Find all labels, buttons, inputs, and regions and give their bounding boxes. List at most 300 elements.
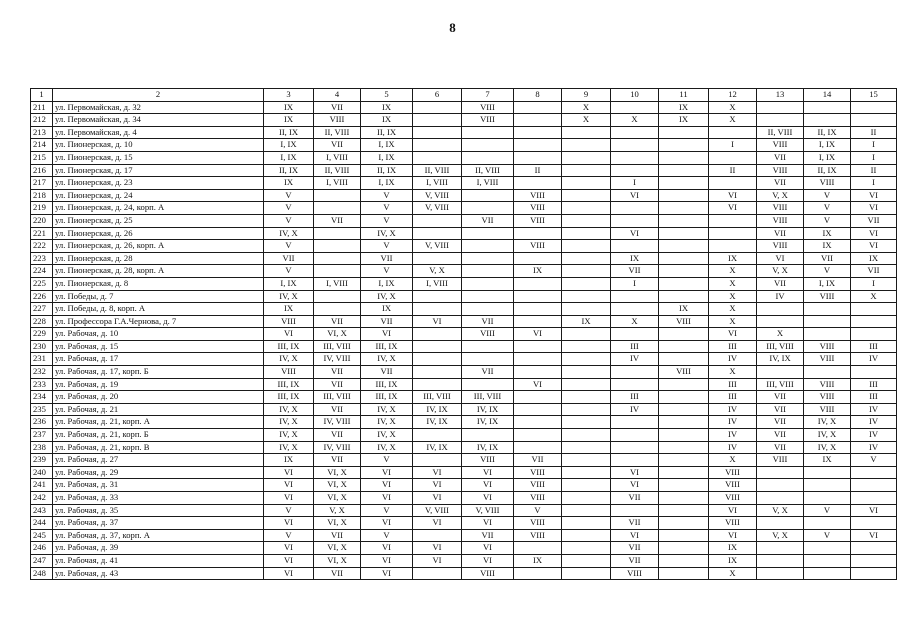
table-row [31, 101, 897, 114]
schedule-cell: VI [361, 328, 413, 341]
row-number: 243 [31, 504, 53, 517]
schedule-cell: X [709, 101, 757, 114]
schedule-cell [562, 366, 611, 379]
schedule-cell [562, 391, 611, 404]
schedule-cell [562, 252, 611, 265]
schedule-cell: VI, X [314, 517, 361, 530]
schedule-cell [314, 252, 361, 265]
schedule-cell: V [264, 202, 314, 215]
schedule-cell: II, IX [361, 126, 413, 139]
schedule-cell [462, 240, 514, 253]
schedule-cell: VI [851, 202, 897, 215]
schedule-cell [562, 378, 611, 391]
schedule-cell: II, VIII [314, 164, 361, 177]
schedule-cell: IV, X [361, 403, 413, 416]
schedule-cell [462, 126, 514, 139]
schedule-cell: V, VIII [413, 189, 462, 202]
row-number: 246 [31, 542, 53, 555]
schedule-cell: VI [462, 479, 514, 492]
schedule-cell: X [709, 265, 757, 278]
row-number: 212 [31, 114, 53, 127]
schedule-cell: V [804, 214, 851, 227]
schedule-cell: VI [413, 517, 462, 530]
schedule-cell [462, 151, 514, 164]
schedule-cell: VI [264, 567, 314, 580]
schedule-cell [757, 492, 804, 505]
schedule-cell [851, 366, 897, 379]
schedule-cell [314, 265, 361, 278]
schedule-cell [562, 441, 611, 454]
schedule-cell [851, 479, 897, 492]
schedule-cell: VIII [709, 466, 757, 479]
schedule-cell [562, 403, 611, 416]
schedule-cell: I [851, 151, 897, 164]
schedule-cell [562, 542, 611, 555]
schedule-cell [314, 189, 361, 202]
row-number: 229 [31, 328, 53, 341]
schedule-cell: VIII [514, 517, 562, 530]
schedule-cell [514, 303, 562, 316]
schedule-cell: V [804, 504, 851, 517]
row-number: 216 [31, 164, 53, 177]
row-number: 221 [31, 227, 53, 240]
schedule-cell [659, 328, 709, 341]
schedule-cell: VII [514, 454, 562, 467]
row-number: 217 [31, 177, 53, 190]
address-cell: ул. Рабочая, д. 29 [53, 466, 264, 479]
schedule-cell: VI [462, 492, 514, 505]
schedule-cell [562, 202, 611, 215]
schedule-cell: VIII [514, 479, 562, 492]
schedule-cell: IV [851, 353, 897, 366]
address-cell: ул. Рабочая, д. 21, корп. Б [53, 429, 264, 442]
schedule-cell: I [851, 277, 897, 290]
schedule-cell [413, 303, 462, 316]
schedule-cell: V [804, 529, 851, 542]
schedule-cell [659, 517, 709, 530]
schedule-cell: IV, IX [462, 441, 514, 454]
schedule-cell [562, 265, 611, 278]
table-row [31, 139, 897, 152]
schedule-cell: VIII [314, 114, 361, 127]
schedule-cell: VII [462, 366, 514, 379]
address-cell: ул. Пионерская, д. 10 [53, 139, 264, 152]
schedule-cell: VII [611, 542, 659, 555]
schedule-cell: IX [264, 177, 314, 190]
schedule-cell: V, X [413, 265, 462, 278]
column-header: 1 [31, 89, 53, 102]
schedule-cell: V, VIII [413, 504, 462, 517]
schedule-cell: V [264, 504, 314, 517]
schedule-cell [659, 202, 709, 215]
table-row [31, 164, 897, 177]
schedule-cell: IX [361, 303, 413, 316]
schedule-cell: V [361, 214, 413, 227]
schedule-cell: IV, IX [413, 441, 462, 454]
address-cell: ул. Профессора Г.А.Чернова, д. 7 [53, 315, 264, 328]
column-header: 7 [462, 89, 514, 102]
schedule-cell [757, 315, 804, 328]
schedule-cell: I, IX [804, 277, 851, 290]
schedule-cell [462, 227, 514, 240]
table-row [31, 429, 897, 442]
schedule-cell [659, 466, 709, 479]
schedule-cell: VIII [757, 202, 804, 215]
address-cell: ул. Первомайская, д. 4 [53, 126, 264, 139]
schedule-cell [611, 366, 659, 379]
schedule-cell [611, 504, 659, 517]
schedule-cell [757, 101, 804, 114]
schedule-cell: VI [361, 542, 413, 555]
schedule-cell: II, IX [804, 126, 851, 139]
row-number: 233 [31, 378, 53, 391]
column-header: 2 [53, 89, 264, 102]
schedule-cell: IV, X [361, 416, 413, 429]
schedule-cell [757, 303, 804, 316]
schedule-cell: IX [804, 227, 851, 240]
address-cell: ул. Первомайская, д. 34 [53, 114, 264, 127]
schedule-cell: VI [264, 479, 314, 492]
schedule-cell: III [709, 340, 757, 353]
schedule-cell: IV, IX [462, 416, 514, 429]
schedule-cell: V, X [757, 529, 804, 542]
row-number: 235 [31, 403, 53, 416]
address-cell: ул. Пионерская, д. 28, корп. А [53, 265, 264, 278]
schedule-cell: V [851, 454, 897, 467]
schedule-cell: VIII [709, 479, 757, 492]
schedule-cell: X [709, 366, 757, 379]
schedule-cell: VII [314, 139, 361, 152]
address-cell: ул. Пионерская, д. 26, корп. А [53, 240, 264, 253]
schedule-cell: IV, VIII [314, 353, 361, 366]
address-cell: ул. Рабочая, д. 21, корп. В [53, 441, 264, 454]
table-row [31, 391, 897, 404]
schedule-cell: X [757, 328, 804, 341]
schedule-cell [659, 177, 709, 190]
schedule-cell: III, VIII [413, 391, 462, 404]
schedule-cell: VII [757, 177, 804, 190]
row-number: 240 [31, 466, 53, 479]
schedule-cell: VII [264, 252, 314, 265]
schedule-cell: V, VIII [462, 504, 514, 517]
schedule-cell [659, 290, 709, 303]
schedule-cell [562, 529, 611, 542]
address-cell: ул. Рабочая, д. 15 [53, 340, 264, 353]
schedule-cell: II, VIII [757, 126, 804, 139]
schedule-cell: IX [659, 303, 709, 316]
schedule-cell [514, 126, 562, 139]
schedule-cell [413, 378, 462, 391]
schedule-cell: VIII [709, 517, 757, 530]
schedule-cell: IX [264, 114, 314, 127]
address-cell: ул. Пионерская, д. 8 [53, 277, 264, 290]
schedule-cell: IX [709, 252, 757, 265]
schedule-cell: V, X [757, 265, 804, 278]
schedule-cell: VII [611, 492, 659, 505]
schedule-cell: VIII [264, 315, 314, 328]
schedule-cell: V [264, 240, 314, 253]
address-cell: ул. Рабочая, д. 17, корп. Б [53, 366, 264, 379]
row-number: 238 [31, 441, 53, 454]
schedule-cell [659, 151, 709, 164]
schedule-cell [709, 240, 757, 253]
schedule-cell [659, 542, 709, 555]
schedule-cell: VIII [804, 290, 851, 303]
schedule-cell: IV [709, 441, 757, 454]
schedule-cell [851, 542, 897, 555]
schedule-cell: VI [514, 378, 562, 391]
schedule-cell: V [361, 240, 413, 253]
table-row [31, 252, 897, 265]
table-row [31, 214, 897, 227]
schedule-cell: VI [413, 466, 462, 479]
schedule-cell: I, VIII [413, 277, 462, 290]
table-body [31, 89, 897, 580]
schedule-cell [611, 214, 659, 227]
schedule-cell: VII [314, 529, 361, 542]
schedule-cell: IV, VIII [314, 441, 361, 454]
schedule-cell [804, 542, 851, 555]
schedule-cell: VI [462, 542, 514, 555]
schedule-cell: III [851, 391, 897, 404]
schedule-cell: IX [659, 114, 709, 127]
schedule-cell [413, 328, 462, 341]
schedule-cell: I [851, 139, 897, 152]
table-row [31, 315, 897, 328]
schedule-cell [514, 177, 562, 190]
table-row [31, 567, 897, 580]
schedule-cell: IX [562, 315, 611, 328]
schedule-cell [462, 139, 514, 152]
schedule-cell [562, 177, 611, 190]
schedule-cell: I, VIII [314, 151, 361, 164]
schedule-cell: IV, X [264, 441, 314, 454]
schedule-cell [611, 290, 659, 303]
schedule-cell [709, 214, 757, 227]
schedule-cell: VI [462, 466, 514, 479]
schedule-cell: III, VIII [314, 340, 361, 353]
schedule-cell: VI [413, 315, 462, 328]
schedule-cell: VII [314, 403, 361, 416]
column-header: 14 [804, 89, 851, 102]
row-number: 236 [31, 416, 53, 429]
schedule-cell: II, IX [804, 164, 851, 177]
schedule-cell: VII [611, 554, 659, 567]
schedule-cell: III, VIII [757, 340, 804, 353]
schedule-cell [611, 240, 659, 253]
schedule-cell [709, 227, 757, 240]
schedule-cell [804, 466, 851, 479]
schedule-cell [851, 466, 897, 479]
schedule-cell: VI [462, 554, 514, 567]
schedule-cell: VI [361, 466, 413, 479]
address-cell: ул. Рабочая, д. 33 [53, 492, 264, 505]
schedule-cell [462, 252, 514, 265]
address-cell: ул. Победы, д. 7 [53, 290, 264, 303]
schedule-cell: VII [314, 214, 361, 227]
schedule-cell [659, 340, 709, 353]
schedule-cell [851, 315, 897, 328]
schedule-cell: IX [851, 252, 897, 265]
schedule-cell: IV [851, 429, 897, 442]
schedule-cell: VI [413, 542, 462, 555]
schedule-cell: VIII [514, 529, 562, 542]
schedule-cell: III, IX [264, 378, 314, 391]
schedule-cell: VIII [462, 567, 514, 580]
schedule-cell [562, 429, 611, 442]
schedule-cell [514, 542, 562, 555]
table-row [31, 492, 897, 505]
schedule-cell [611, 164, 659, 177]
schedule-cell [659, 277, 709, 290]
schedule-cell [757, 517, 804, 530]
row-number: 227 [31, 303, 53, 316]
schedule-cell: VIII [757, 164, 804, 177]
schedule-cell: IV, X [361, 290, 413, 303]
schedule-cell [514, 567, 562, 580]
schedule-cell: VIII [514, 466, 562, 479]
schedule-cell [562, 139, 611, 152]
schedule-cell [462, 202, 514, 215]
schedule-cell: IV, X [804, 416, 851, 429]
table-row [31, 441, 897, 454]
schedule-cell: I, IX [804, 151, 851, 164]
column-header: 6 [413, 89, 462, 102]
schedule-cell: VII [314, 101, 361, 114]
schedule-cell: V [514, 504, 562, 517]
schedule-cell: I, VIII [314, 177, 361, 190]
schedule-cell: VI [413, 492, 462, 505]
schedule-cell [514, 101, 562, 114]
schedule-cell [851, 328, 897, 341]
schedule-cell [413, 290, 462, 303]
schedule-cell [562, 189, 611, 202]
schedule-cell: VI [361, 554, 413, 567]
schedule-cell: X [851, 290, 897, 303]
column-header: 12 [709, 89, 757, 102]
schedule-cell: I, VIII [413, 177, 462, 190]
address-cell: ул. Пионерская, д. 28 [53, 252, 264, 265]
schedule-cell: II, IX [361, 164, 413, 177]
schedule-cell [562, 227, 611, 240]
schedule-cell: VIII [611, 567, 659, 580]
schedule-cell: IV [709, 403, 757, 416]
schedule-cell [514, 114, 562, 127]
schedule-cell: I, IX [264, 151, 314, 164]
schedule-cell [314, 303, 361, 316]
schedule-cell: VII [314, 454, 361, 467]
row-number: 245 [31, 529, 53, 542]
schedule-cell [659, 139, 709, 152]
schedule-cell: X [611, 315, 659, 328]
schedule-cell: X [709, 114, 757, 127]
schedule-cell [659, 416, 709, 429]
schedule-cell [659, 492, 709, 505]
schedule-cell [757, 542, 804, 555]
schedule-cell [413, 114, 462, 127]
schedule-cell [413, 340, 462, 353]
schedule-cell: V [804, 202, 851, 215]
schedule-cell: IV, X [804, 429, 851, 442]
schedule-cell [659, 252, 709, 265]
schedule-cell [413, 429, 462, 442]
schedule-cell [804, 517, 851, 530]
schedule-cell: III, IX [361, 378, 413, 391]
schedule-cell [413, 366, 462, 379]
address-cell: ул. Пионерская, д. 25 [53, 214, 264, 227]
schedule-cell [709, 151, 757, 164]
schedule-cell [562, 164, 611, 177]
schedule-cell [757, 366, 804, 379]
column-header: 15 [851, 89, 897, 102]
schedule-cell [462, 265, 514, 278]
schedule-cell [413, 567, 462, 580]
schedule-cell [514, 277, 562, 290]
schedule-cell [514, 403, 562, 416]
schedule-cell: VII [757, 151, 804, 164]
address-cell: ул. Рабочая, д. 10 [53, 328, 264, 341]
schedule-cell [514, 227, 562, 240]
address-cell: ул. Пионерская, д. 23 [53, 177, 264, 190]
schedule-cell: VII [804, 252, 851, 265]
schedule-cell: VI [709, 529, 757, 542]
schedule-cell [757, 567, 804, 580]
schedule-cell: VI [413, 554, 462, 567]
table-row [31, 151, 897, 164]
schedule-cell [562, 290, 611, 303]
schedule-cell [562, 277, 611, 290]
schedule-cell: VI [264, 466, 314, 479]
schedule-cell: VI [611, 189, 659, 202]
schedule-cell [514, 315, 562, 328]
schedule-cell [804, 315, 851, 328]
schedule-cell: I, IX [264, 277, 314, 290]
schedule-cell: IV, X [264, 429, 314, 442]
schedule-cell: VIII [462, 454, 514, 467]
address-cell: ул. Рабочая, д. 37 [53, 517, 264, 530]
schedule-cell: VI [851, 240, 897, 253]
schedule-cell: X [611, 114, 659, 127]
row-number: 248 [31, 567, 53, 580]
table-row [31, 177, 897, 190]
schedule-cell: III [611, 391, 659, 404]
table-row [31, 479, 897, 492]
schedule-cell [413, 139, 462, 152]
schedule-cell [514, 353, 562, 366]
schedule-cell [659, 529, 709, 542]
schedule-cell: VI [611, 227, 659, 240]
table-row [31, 240, 897, 253]
schedule-cell: VI [413, 479, 462, 492]
schedule-cell: IV, X [264, 290, 314, 303]
schedule-cell [851, 517, 897, 530]
schedule-cell: VIII [514, 214, 562, 227]
schedule-cell [757, 479, 804, 492]
schedule-cell [804, 101, 851, 114]
schedule-cell: II [851, 126, 897, 139]
schedule-cell: IV, X [361, 353, 413, 366]
schedule-cell: VII [462, 315, 514, 328]
schedule-cell: IX [361, 101, 413, 114]
schedule-cell: VIII [514, 492, 562, 505]
schedule-cell: V, VIII [413, 202, 462, 215]
schedule-cell [562, 454, 611, 467]
schedule-cell: VI, X [314, 492, 361, 505]
schedule-cell: VI [851, 529, 897, 542]
schedule-cell [659, 554, 709, 567]
schedule-cell: VII [462, 529, 514, 542]
row-number: 225 [31, 277, 53, 290]
